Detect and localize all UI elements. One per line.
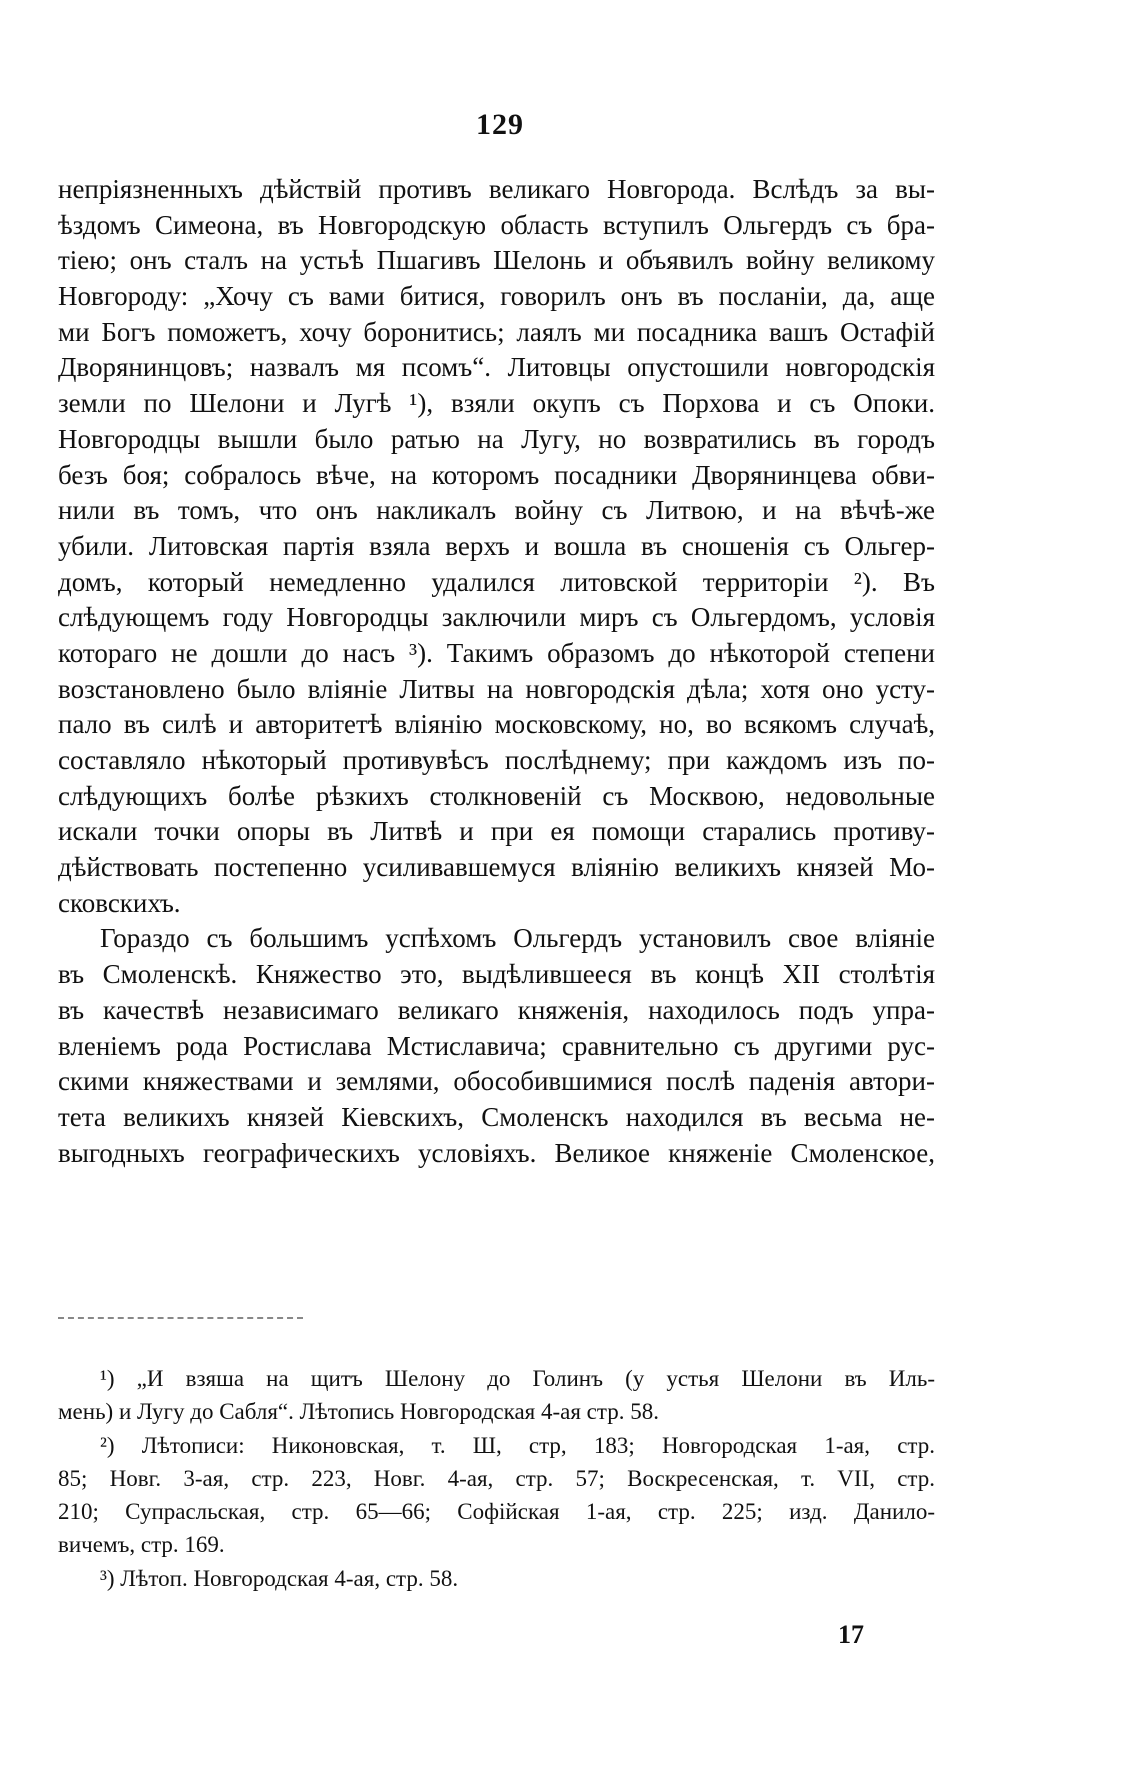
footnote-divider [58,1317,303,1319]
text-line: нили въ томъ, что онъ накликалъ войну съ Литвою, и на вѣчѣ-же [58,495,935,526]
text-line: домъ, который немедленно удалился литовской территоріи ²). Въ [58,566,935,597]
text-line: Гораздо съ большимъ успѣхомъ Ольгердъ установилъ свое вліяніе [100,923,935,954]
text-line: вленіемъ рода Ростислава Мстиславича; сравнительно съ другими рус- [58,1030,935,1061]
text-line: убили. Литовская партія взяла верхъ и вошла въ сношенія съ Ольгер- [58,530,935,561]
footnote-line: мень) и Лугу до Сабля“. Лѣтопись Новгородская 4-ая стр. 58. [58,1399,659,1425]
text-line: котораго не дошли до насъ ³). Такимъ образомъ до нѣкоторой степени [58,637,935,668]
footnotes [58,1362,935,1595]
text-line: скими княжествами и землями, обособившимися послѣ паденія автори- [58,1066,935,1097]
text-line: тета великихъ князей Кіевскихъ, Смоленскъ находился въ весьма не- [58,1101,935,1132]
footnote-line: 210; Супрасльская, стр. 65—66; Софійская 1-ая, стр. 225; изд. Данило- [58,1499,935,1525]
signature-mark: 17 [838,1620,864,1649]
footnote-line: ¹) „И взяша на щитъ Шелону до Голинъ (у устья Шелони въ Иль- [100,1366,935,1391]
footnote-line: 85; Новг. 3-ая, стр. 223, Новг. 4-ая, стр. 57; Воскресенская, т. VII, стр. [58,1465,935,1491]
footnote-line: вичемъ, стр. 169. [58,1532,225,1558]
text-line: выгодныхъ географическихъ условіяхъ. Великое княженіе Смоленское, [58,1137,935,1168]
text-line: дѣйствовать постепенно усиливавшемуся вліянію великихъ князей Мо- [58,852,935,883]
text-line: возстановлено было вліяніе Литвы на новгородскія дѣла; хотя оно усту- [58,673,935,704]
footnote-line: ²) Лѣтописи: Никоновская, т. Ш, стр, 183; Новгородская 1-ая, стр. [100,1432,935,1458]
text-line: пало въ силѣ и авторитетѣ вліянію московскому, но, во всякомъ случаѣ, [58,709,935,740]
text-line: слѣдующихъ болѣе рѣзкихъ столкновеній съ Москвою, недовольные [58,780,935,811]
text-line: въ Смоленскѣ. Княжество это, выдѣлившееся въ концѣ XII столѣтія [58,959,935,990]
text-line: безъ боя; собралось вѣче, на которомъ посадники Дворянинцева обви- [58,459,935,490]
text-line: въ качествѣ независимаго великаго княженія, находилось подъ упра- [58,994,935,1025]
page-number: 129 [476,108,524,141]
text-line: искали точки опоры въ Литвѣ и при ея помощи старались противу- [58,816,935,847]
text-line: составляло нѣкоторый противувѣсъ послѣднему; при каждомъ изъ по- [58,745,935,775]
text-line: сковскихъ. [58,887,181,918]
main-text [58,172,935,1171]
text-line: непріязненныхъ дѣйствій противъ великаго Новгорода. Вслѣдъ за вы- [58,174,935,204]
text-line: тіею; онъ сталъ на устьѣ Пшагивъ Шелонь и объявилъ войну великому [58,245,935,276]
text-line: ми Богъ поможетъ, хочу боронитись; лаялъ ми посадника вашъ Остафій [58,316,935,347]
footnote-line: ³) Лѣтоп. Новгородская 4-ая, стр. 58. [100,1565,459,1591]
text-line: Дворянинцовъ; назвалъ мя псомъ“. Литовцы опустошили новгородскія [58,352,935,383]
text-line: Новгороду: „Хочу съ вами битися, говорилъ онъ въ посланіи, да, аще [58,281,935,312]
text-line: Новгородцы вышли было ратью на Лугу, но возвратились въ городъ [58,423,935,454]
text-line: слѣдующемъ году Новгородцы заключили миръ съ Ольгердомъ, условія [58,602,935,633]
text-line: земли по Шелони и Лугѣ ¹), взяли окупъ съ Порхова и съ Опоки. [58,388,935,419]
text-line: ѣздомъ Симеона, въ Новгородскую область вступилъ Ольгердъ съ бра- [58,209,935,240]
